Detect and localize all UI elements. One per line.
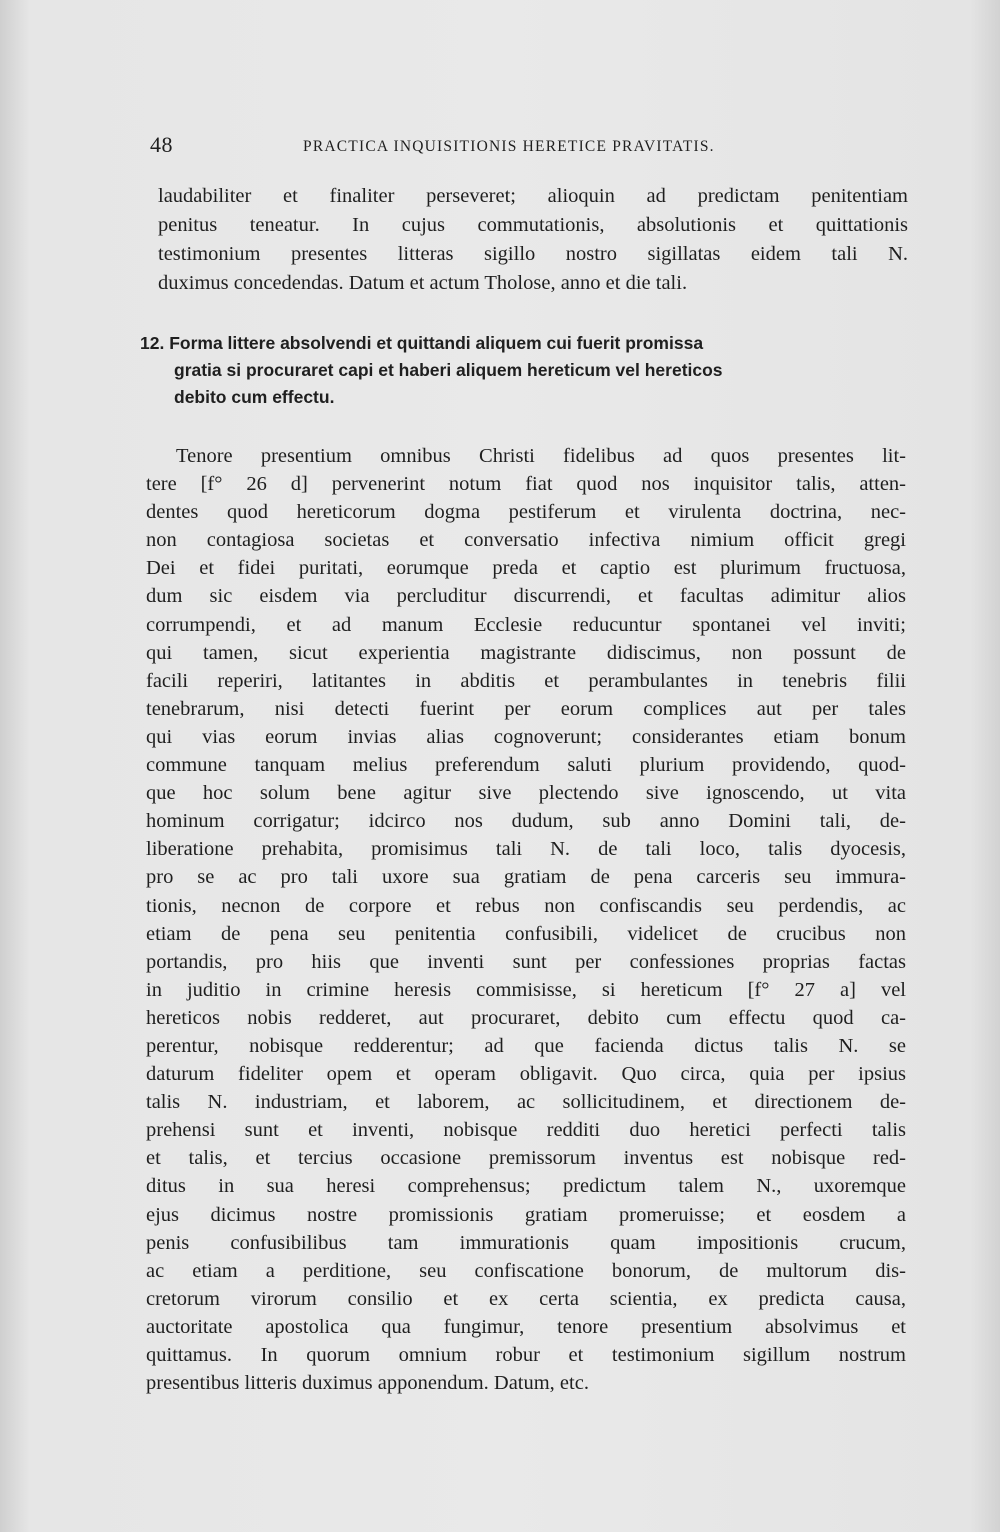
text-line: qui tamen, sicut experientia magistrante didiscimus, non possunt de [146, 641, 906, 664]
text-line: etiam de pena seu penitentia confusibili, videlicet de crucibus non [146, 922, 906, 945]
text-line: quittamus. In quorum omnium robur et testimonium sigillum nostrum [146, 1344, 906, 1366]
text-line: ditus in sua heresi comprehensus; predictum talem N., uxoremque [146, 1175, 906, 1198]
text-line: daturum fideliter opem et operam obligavit. Quo circa, quia per ipsius [146, 1063, 906, 1086]
text-line: presentibus litteris duximus apponendum. Datum, etc. [146, 1372, 589, 1395]
text-line: duximus concedendas. Datum et actum Tholose, anno et die tali. [158, 272, 688, 294]
heading-line: gratia si procuraret capi et haberi aliquem hereticum vel hereticos [174, 360, 723, 380]
text-line: prehensi sunt et inventi, nobisque redditi duo heretici perfecti talis [146, 1119, 906, 1142]
section-number: 12. [140, 333, 165, 353]
carryover-paragraph [158, 182, 908, 298]
running-header [150, 132, 910, 164]
text-line: non contagiosa societas et conversatio infectiva nimium officit gregi [146, 529, 906, 552]
text-line: penis confusibilibus tam immurationis quam impositionis crucum, [146, 1231, 906, 1254]
text-line: auctoritate apostolica qua fungimur, tenore presentium absolvimus et [146, 1315, 906, 1338]
text-line: cretorum virorum consilio et ex certa scientia, ex predicta causa, [146, 1287, 906, 1310]
text-line: tenebrarum, nisi detecti fuerint per eorum complices aut per tales [146, 697, 906, 720]
text-line: ac etiam a perditione, seu confiscatione bonorum, de multorum dis- [146, 1259, 906, 1282]
page-number: 48 [150, 132, 173, 157]
text-line: dentes quod hereticorum dogma pestiferum et virulenta doctrina, nec- [146, 501, 906, 524]
text-line: Dei et fidei puritati, eorumque preda et captio est plurimum fructuosa, [146, 557, 906, 580]
text-line: talis N. industriam, et laborem, ac sollicitudinem, et directionem de- [146, 1091, 906, 1114]
section-heading [140, 330, 912, 411]
text-line: dum sic eisdem via percluditur discurrendi, et facultas adimitur alios [146, 585, 906, 608]
text-line: penitus teneatur. In cujus commutationis, absolutionis et quittationis [158, 214, 908, 236]
heading-line: 12. Forma littere absolvendi et quittandi aliquem cui fuerit promissa [140, 333, 704, 353]
text-line: portandis, pro hiis que inventi sunt per confessiones proprias factas [146, 950, 906, 973]
text-line: perentur, nobisque redderentur; ad que facienda dictus talis N. se [146, 1034, 906, 1057]
heading-line: debito cum effectu. [174, 387, 335, 407]
text-line: tere [f° 26 d] pervenerint notum fiat quod nos inquisitor talis, atten- [146, 473, 906, 496]
text-line: qui vias eorum invias alias cognoverunt; considerantes etiam bonum [146, 725, 906, 748]
text-line: que hoc solum bene agitur sive plectendo sive ignoscendo, ut vita [146, 782, 906, 805]
text-line: ejus dicimus nostre promissionis gratiam promeruisse; et eosdem a [146, 1203, 906, 1226]
body-paragraph [146, 442, 906, 1397]
text-line: in juditio in crimine heresis commisisse, si hereticum [f° 27 a] vel [146, 978, 906, 1001]
text-line: hominum corrigatur; idcirco nos dudum, sub anno Domini tali, de- [146, 810, 906, 833]
text-line: Tenore presentium omnibus Christi fidelibus ad quos presentes lit- [176, 445, 906, 467]
text-line: et talis, et tercius occasione premissorum inventus est nobisque red- [146, 1147, 906, 1170]
text-line: hereticos nobis redderet, aut procuraret, debito cum effectu quod ca- [146, 1006, 906, 1029]
text-line: pro se ac pro tali uxore sua gratiam de pena carceris seu immura- [146, 866, 906, 889]
text-line: facili reperiri, latitantes in abditis et perambulantes in tenebris filii [146, 669, 906, 692]
text-line: commune tanquam melius preferendum saluti plurium providendo, quod- [146, 754, 906, 777]
text-line: liberatione prehabita, promisimus tali N. de tali loco, talis dyocesis, [146, 838, 906, 861]
text-line: corrumpendi, et ad manum Ecclesie reducuntur spontanei vel inviti; [146, 613, 906, 636]
text-line: tionis, necnon de corpore et rebus non confiscandis seu perdendis, ac [146, 894, 906, 917]
text-line: testimonium presentes litteras sigillo nostro sigillatas eidem tali N. [158, 243, 908, 265]
running-title: PRACTICA INQUISITIONIS HERETICE PRAVITATIS. [303, 138, 715, 155]
text-line: laudabiliter et finaliter perseveret; alioquin ad predictam penitentiam [158, 185, 908, 207]
